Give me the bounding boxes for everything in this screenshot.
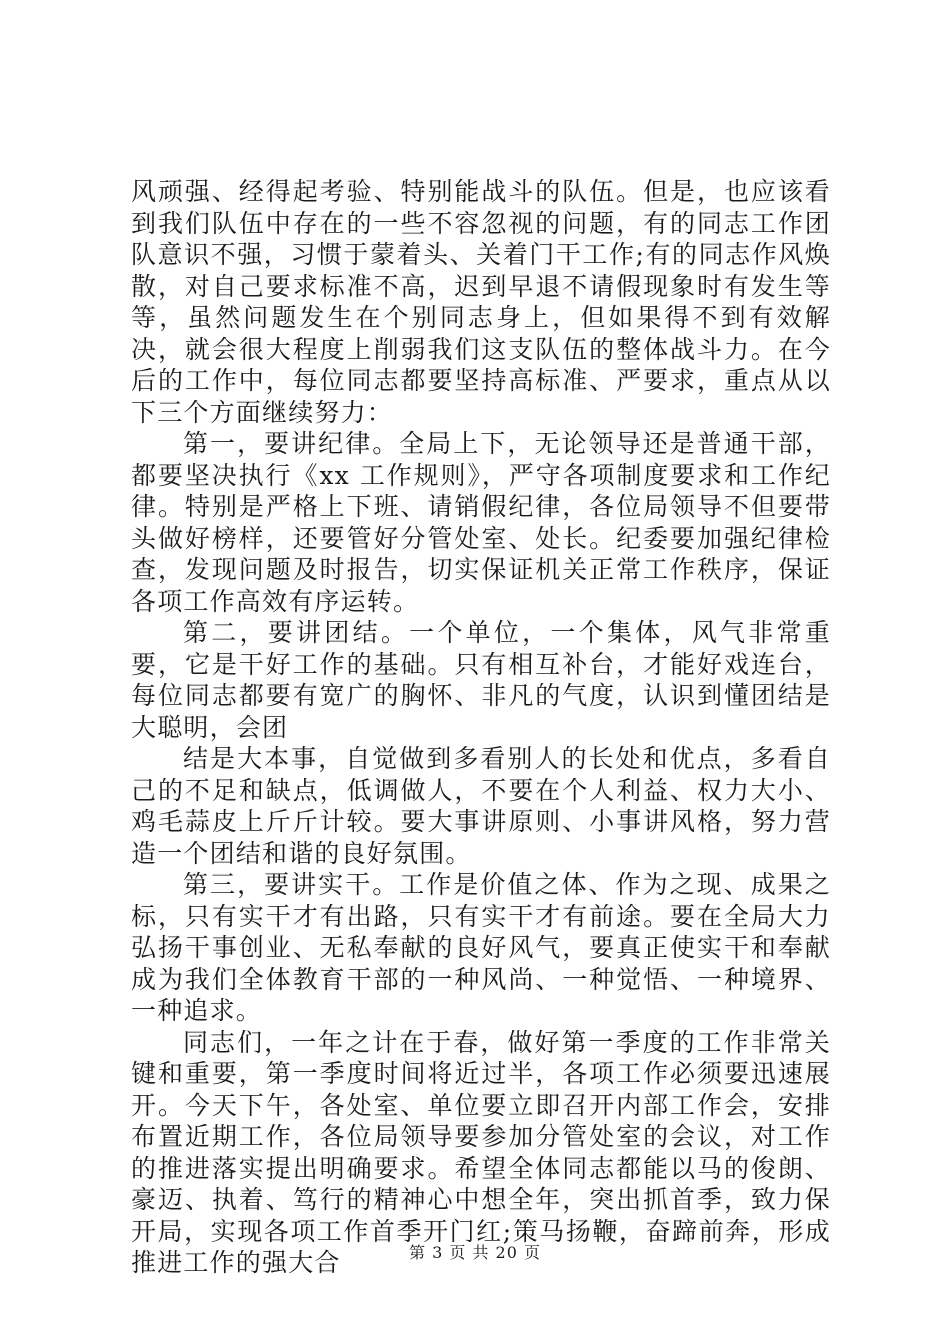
paragraph-continuation: 风顽强、经得起考验、特别能战斗的队伍。但是，也应该看到我们队伍中存在的一些不容忽视的问题，有的同志工作团队意识不强，习惯于蒙着头、关着门干工作;有的同志作风焕散，对自己要求标准不高，迟到早退不请假现象时有发生等等，虽然问题发生在个别同志身上，但如果得不到有效解决，就会很大程度上削弱我们这支队伍的整体战斗力。在今后的工作中，每位同志都要坚持高标准、严要求，重点从以下三个方面继续努力：: [131, 177, 831, 427]
paragraph-unity: 第二，要讲团结。一个单位，一个集体，风气非常重要，它是干好工作的基础。只有相互补台，才能好戏连台，每位同志都要有宽广的胸怀、非凡的气度，认识到懂团结是大聪明，会团: [131, 618, 831, 742]
paragraph-hard-work: 第三，要讲实干。工作是价值之体、作为之现、成果之标，只有实干才有出路，只有实干才有前途。要在全局大力弘扬干事创业、无私奉献的良好风气，要真正使实干和奉献成为我们全体教育干部的一种风尚、一种觉悟、一种境界、一种追求。: [131, 870, 831, 1025]
document-body: [131, 176, 831, 1279]
paragraph-closing: 同志们，一年之计在于春，做好第一季度的工作非常关键和重要，第一季度时间将近过半，各项工作必须要迅速展开。今天下午，各处室、单位要立即召开内部工作会，安排布置近期工作，各位局领导要参加分管处室的会议，对工作的推进落实提出明确要求。希望全体同志都能以马的俊朗、豪迈、执着、笃行的精神心中想全年，突出抓首季，致力保开局，实现各项工作首季开门红;策马扬鞭，奋蹄前奔，形成推进工作的强大合: [131, 1027, 831, 1277]
page-number-footer: 第 3 页 共 20 页: [409, 1243, 541, 1262]
paragraph-unity-continued: 结是大本事，自觉做到多看别人的长处和优点，多看自己的不足和缺点，低调做人，不要在个人利益、权力大小、鸡毛蒜皮上斤斤计较。要大事讲原则、小事讲风格，努力营造一个团结和谐的良好氛围。: [131, 744, 831, 868]
paragraph-discipline: 第一，要讲纪律。全局上下，无论领导还是普通干部，都要坚决执行《xx 工作规则》，严守各项制度要求和工作纪律。特别是严格上下班、请销假纪律，各位局领导不但要带头做好榜样，还要管好分管处室、处长。纪委要加强纪律检查，发现问题及时报告，切实保证机关正常工作秩序，保证各项工作高效有序运转。: [131, 429, 831, 616]
